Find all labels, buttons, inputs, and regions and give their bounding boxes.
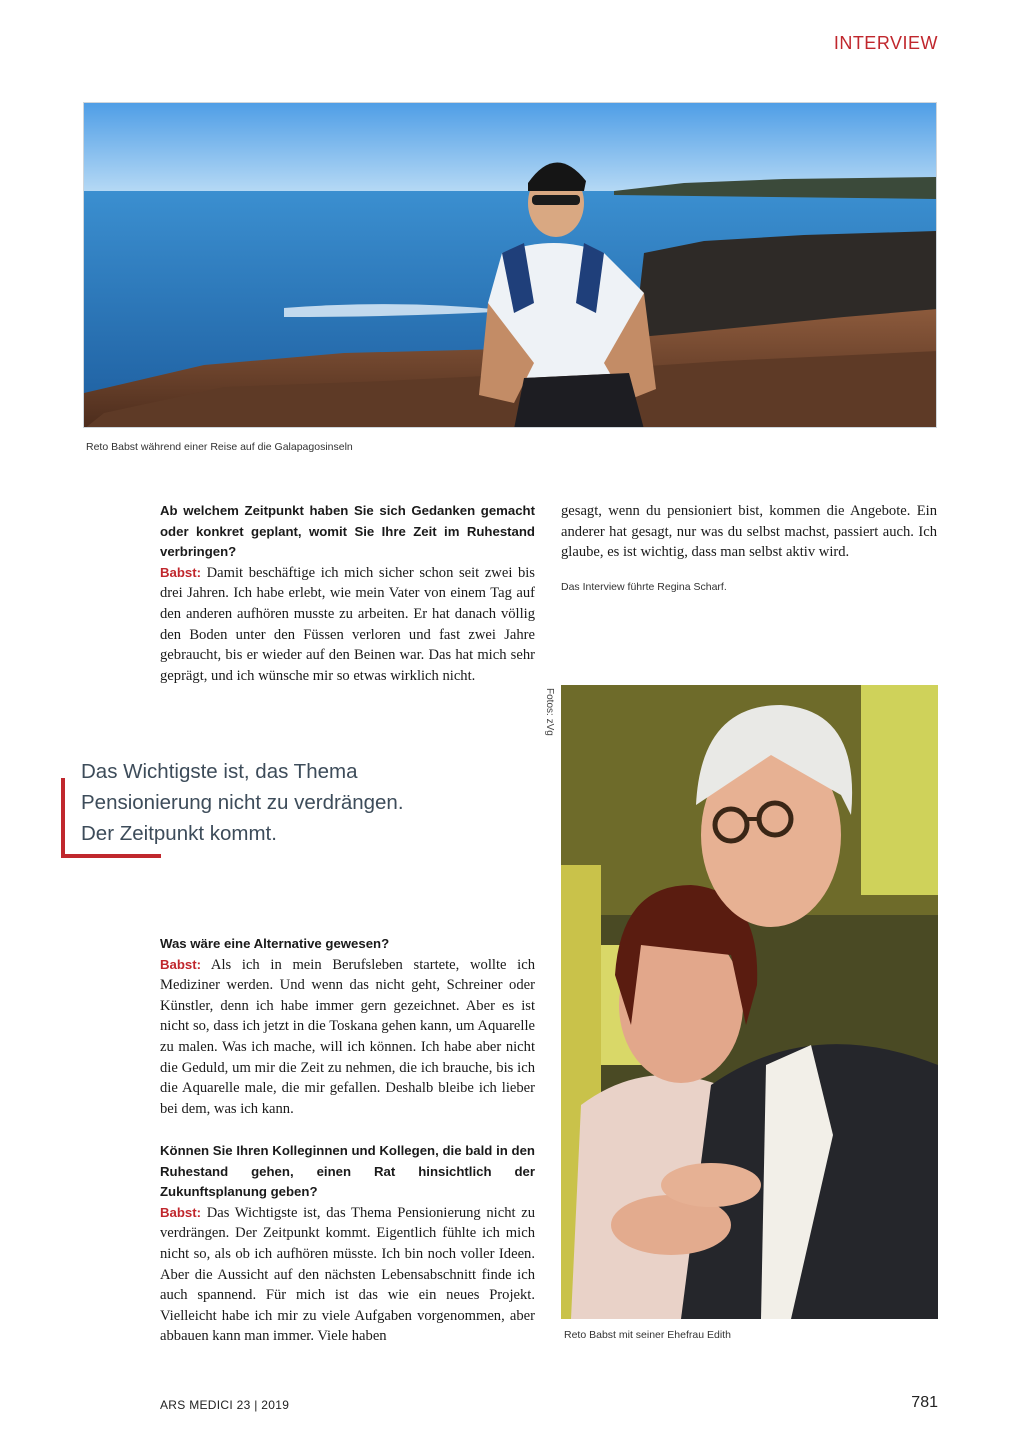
photo-credit-text: Fotos: zVg <box>544 688 555 736</box>
photo-galapagos <box>83 102 937 428</box>
page-number: 781 <box>911 1394 938 1411</box>
photo-caption-top: Reto Babst während einer Reise auf die Galapagosinseln <box>86 441 353 453</box>
question-3: Können Sie Ihren Kolleginnen und Kollegen, die bald in den Ruhestand gehen, einen Rat hinsichtlich der Zukunftsplanung geben? <box>160 1143 535 1200</box>
answer-2 <box>160 955 535 1120</box>
speaker-label: Babst: <box>160 956 202 972</box>
answer-2-text: Als ich in mein Berufsleben startete, wollte ich Mediziner werden. Und wenn das nicht geht, Schreiner oder Künstler, denn ich habe immer gern gezeichnet. Aber es ist nicht so, dass ich jetzt in die Toskana gehen kann, um Aquarelle zu malen. Was ich mache, will ich können. Ich habe aber nicht die Geduld, um mir die Zeit zu nehmen, die ich brauche, bis ich die Aquarelle male, die mir gefallen. Deshalb bleibe ich lieber bei dem, was ich kann. <box>160 956 535 1117</box>
interview-block-3 <box>160 1141 535 1347</box>
speaker-label: Babst: <box>160 1204 202 1220</box>
interviewer-credit: Das Interview führte Regina Scharf. <box>561 581 727 593</box>
pull-quote-bar-vertical <box>61 778 65 858</box>
speaker-label: Babst: <box>160 564 202 580</box>
pull-quote-bar-horizontal <box>61 854 161 858</box>
footer-journal: ARS MEDICI 23 | 2019 <box>160 1398 290 1412</box>
pull-quote-line-1: Das Wichtigste ist, das Thema <box>81 760 358 783</box>
pull-quote-line-3: Der Zeitpunkt kommt. <box>81 822 277 845</box>
section-label: INTERVIEW <box>833 33 938 53</box>
interview-block-1 <box>160 501 535 686</box>
photo-credit <box>542 688 556 748</box>
answer-3 <box>160 1203 535 1347</box>
answer-3-text: Das Wichtigste ist, das Thema Pensionierung nicht zu verdrängen. Der Zeitpunkt kommt. Eigentlich fühlte ich mich nicht so, als ob ich aufhören müsste. Ich bin noch voller Ideen. Aber die Aussicht auf den nächsten Lebensabschnitt finde ich auch spannend. Für mich ist das wie ein neues Projekt. Vielleicht habe ich mir zu viele Aufgaben vorgenommen, aber abbauen kann man immer. Viele haben <box>160 1204 535 1345</box>
photo-couple <box>561 685 938 1319</box>
question-2: Was wäre eine Alternative gewesen? <box>160 936 390 951</box>
answer-1 <box>160 563 535 687</box>
interview-block-2 <box>160 934 535 1119</box>
question-1: Ab welchem Zeitpunkt haben Sie sich Gedanken gemacht oder konkret geplant, womit Sie Ihre Zeit im Ruhestand verbringen? <box>160 503 535 560</box>
answer-1-text: Damit beschäftige ich mich sicher schon seit zwei bis drei Jahren. Ich habe erlebt, wie mein Vater von einem Tag auf den anderen aufhören musste zu arbeiten. Er hat danach völlig den Boden unter den Füssen verloren und fast zwei Jahre gebraucht, bis er wieder auf den Beinen war. Das hat mich sehr geprägt, und ich wünsche mir so etwas wirklich nicht. <box>160 564 535 684</box>
photo-caption-bottom: Reto Babst mit seiner Ehefrau Edith <box>564 1329 731 1341</box>
pull-quote-line-2: Pensionierung nicht zu verdrängen. <box>81 791 404 814</box>
interview-continuation: gesagt, wenn du pensioniert bist, kommen die Angebote. Ein anderer hat gesagt, nur was du selbst machst, passiert auch. Ich glaube, es ist wichtig, dass man selbst aktiv wird. <box>561 503 937 561</box>
pull-quote <box>81 756 481 849</box>
